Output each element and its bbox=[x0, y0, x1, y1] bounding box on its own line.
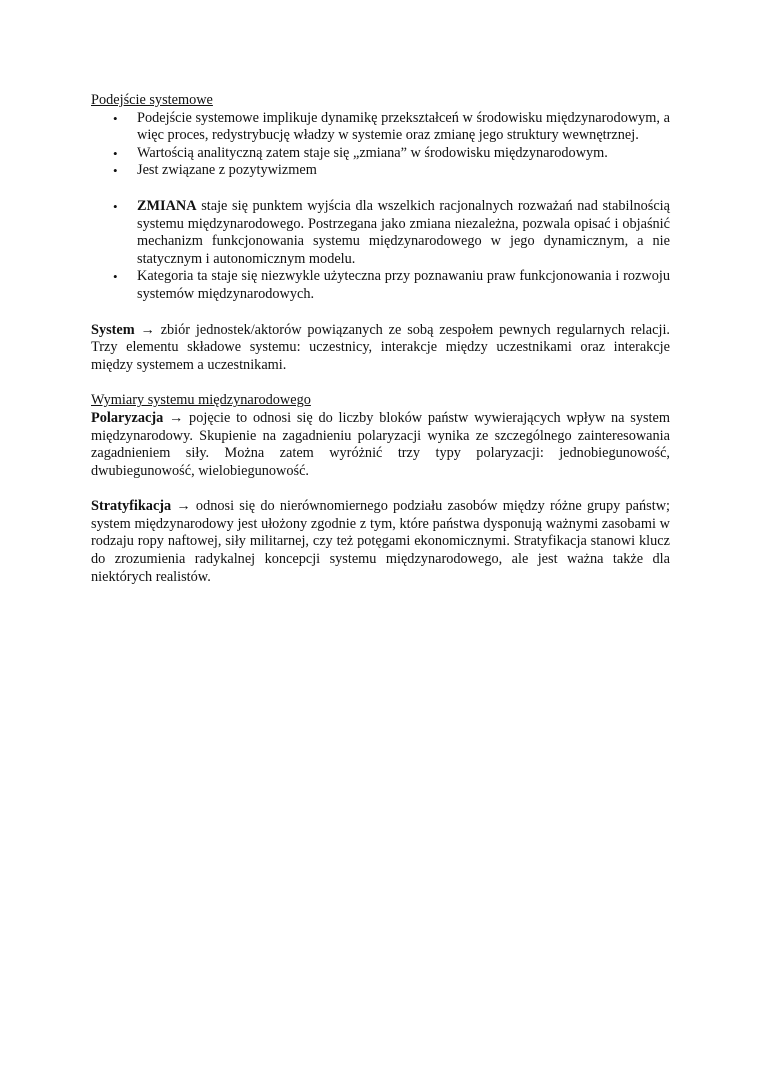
bullet-icon: • bbox=[113, 145, 118, 161]
bullet-icon: • bbox=[113, 163, 118, 179]
system-paragraph bbox=[91, 322, 670, 375]
polaryzacja-term: Polaryzacja bbox=[91, 409, 164, 426]
list-item-text: Podejście systemowe implikuje dynamikę przekształceń w środowisku międzynarodowym, a więc proces, redystrybucję władzy w systemie oraz zmianę jego struktury wewnętrznej. bbox=[137, 109, 670, 144]
list-item bbox=[91, 145, 670, 163]
stratyfikacja-term: Stratyfikacja bbox=[91, 498, 172, 515]
bullet-icon: • bbox=[113, 110, 118, 126]
stratyfikacja-paragraph bbox=[91, 498, 670, 586]
list-item-bold-term: ZMIANA bbox=[137, 197, 197, 214]
list-item bbox=[91, 268, 670, 303]
stratyfikacja-definition: → odnosi się do nierównomiernego podziału zasobów między różne grupy państw; system międzynarodowy jest ułożony zgodnie z tym, które państwa dysponują ważnymi zasobami w rodzaju ropy naftowej, siły militarnej, czy też potęgami ekonomicznymi. Stratyfikacja stanowi klucz do zrozumienia radykalnej koncepcji systemu międzynarodowego, ale jest ważna także dla niektórych realistów. bbox=[91, 498, 670, 585]
list-item-text: staje się punktem wyjścia dla wszelkich racjonalnych rozważań nad stabilnością systemu międzynarodowego. Postrzegana jako zmiana niezależna, pozwala opisać i objaśnić mechanizm funkcjonowania systemu międzynarodowego w jego dynamicznym, a nie statycznym i autonomicznym modelu. bbox=[137, 197, 670, 267]
system-term: System bbox=[91, 321, 135, 338]
list-item bbox=[91, 162, 670, 180]
section-heading-wymiary: Wymiary systemu międzynarodowego bbox=[91, 392, 311, 409]
polaryzacja-paragraph bbox=[91, 410, 670, 480]
bullet-list-b bbox=[91, 198, 670, 304]
list-item-text: Kategoria ta staje się niezwykle użyteczna przy poznawaniu praw funkcjonowania i rozwoju systemów międzynarodowych. bbox=[137, 268, 670, 302]
list-item-text: Wartością analityczną zatem staje się „zmiana” w środowisku międzynarodowym. bbox=[137, 144, 608, 161]
bullet-icon: • bbox=[113, 269, 118, 285]
document-page bbox=[91, 92, 670, 586]
section-heading-podejscie: Podejście systemowe bbox=[91, 92, 213, 108]
bullet-list-a bbox=[91, 110, 670, 180]
list-item-text: Jest związane z pozytywizmem bbox=[137, 162, 317, 179]
spacer bbox=[91, 480, 670, 498]
spacer bbox=[91, 180, 670, 198]
system-definition: → zbiór jednostek/aktorów powiązanych ze sobą zespołem pewnych regularnych relacji. Trzy elementu składowe systemu: uczestnicy, interakcje między uczestnikami oraz interakcje między systemem a uczestnikami. bbox=[91, 321, 670, 373]
list-item bbox=[91, 198, 670, 268]
polaryzacja-definition: → pojęcie to odnosi się do liczby bloków państw wywierających wpływ na system międzynarodowy. Skupienie na zagadnieniu polaryzacji wynika ze szczególnego zainteresowania zagadnieniem siły. Można zatem wyróżnić trzy typy polaryzacji: jednobiegunowość, dwubiegunowość, wielobiegunowość. bbox=[91, 409, 670, 479]
list-item bbox=[91, 110, 670, 145]
spacer bbox=[91, 304, 670, 322]
spacer bbox=[91, 374, 670, 392]
bullet-icon: • bbox=[113, 198, 118, 214]
